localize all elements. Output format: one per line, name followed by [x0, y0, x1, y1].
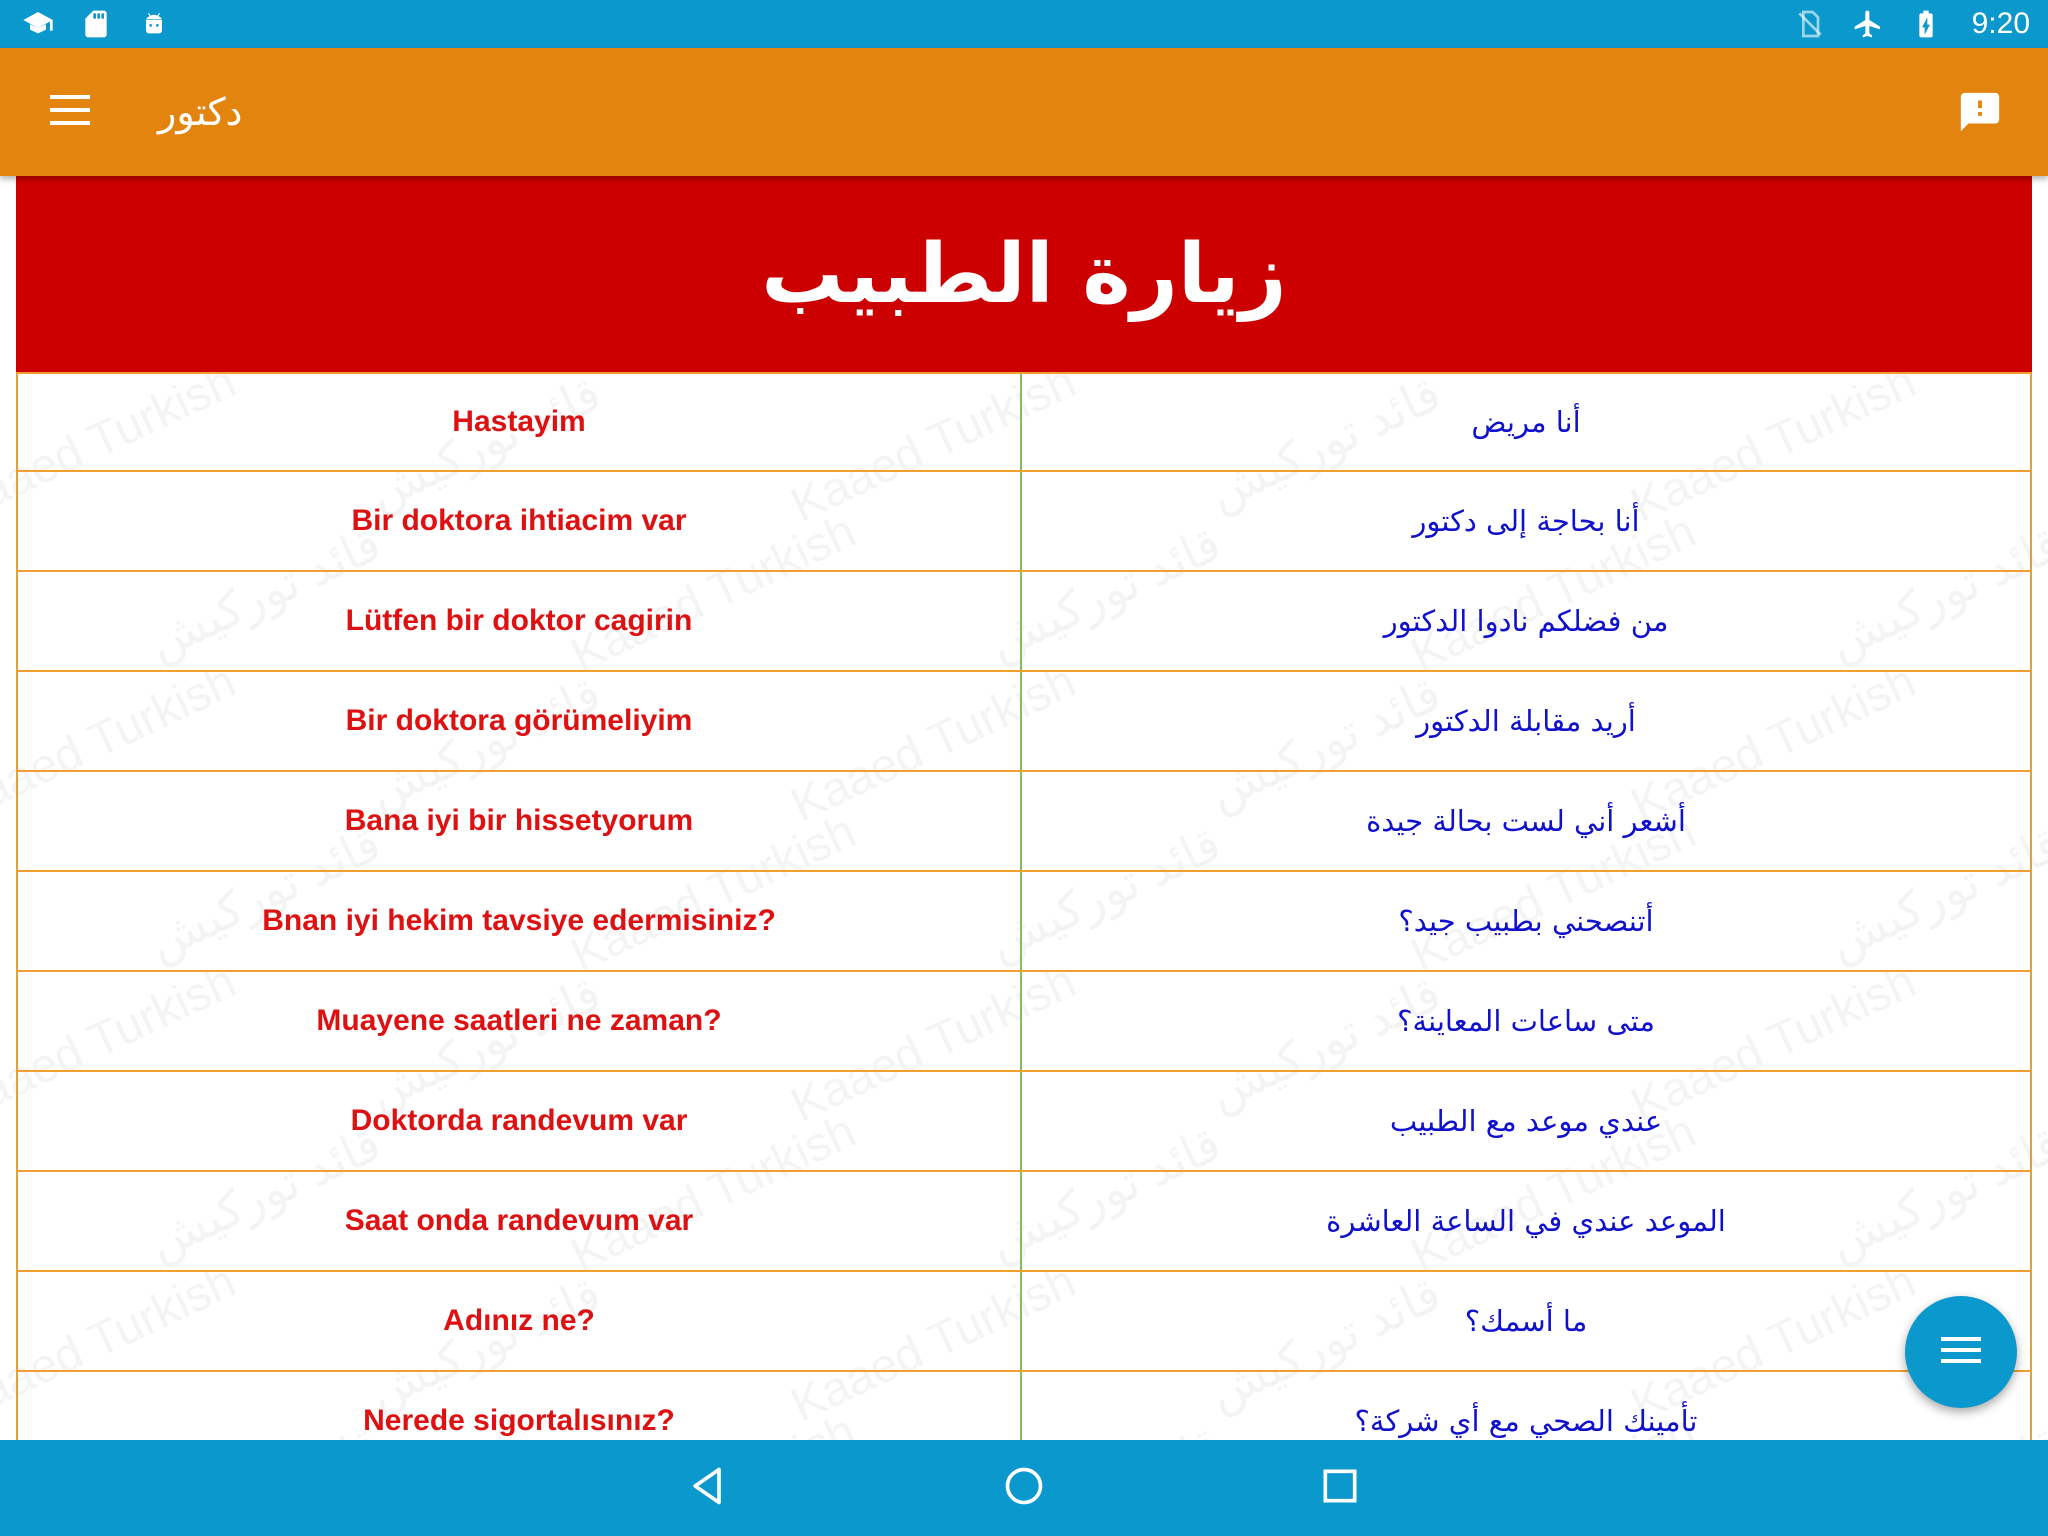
status-right-icons	[1794, 7, 2030, 41]
turkish-phrase: Bir doktora görümeliyim	[16, 672, 1022, 770]
arabic-phrase: عندي موعد مع الطبيب	[1022, 1072, 2032, 1170]
back-button[interactable]	[676, 1456, 740, 1520]
phrase-row[interactable]	[16, 872, 2032, 972]
status-bar	[0, 0, 2048, 48]
feedback-icon	[1957, 89, 2003, 139]
recents-button[interactable]	[1308, 1456, 1372, 1520]
feedback-button[interactable]	[1952, 86, 2008, 142]
graduation-cap-icon	[22, 8, 54, 40]
turkish-phrase: Bana iyi bir hissetyorum	[16, 772, 1022, 870]
hamburger-menu-icon	[50, 93, 94, 131]
phrase-row[interactable]	[16, 772, 2032, 872]
back-icon	[686, 1464, 730, 1512]
arabic-phrase: الموعد عندي في الساعة العاشرة	[1022, 1172, 2032, 1270]
topic-banner	[16, 176, 2032, 372]
arabic-phrase: أشعر أني لست بحالة جيدة	[1022, 772, 2032, 870]
sd-card-icon	[80, 8, 112, 40]
phrase-table	[16, 372, 2032, 1440]
turkish-phrase: Muayene saatleri ne zaman?	[16, 972, 1022, 1070]
arabic-phrase: تأمينك الصحي مع أي شركة؟	[1022, 1372, 2032, 1440]
airplane-mode-icon	[1852, 8, 1884, 40]
arabic-phrase: متى ساعات المعاينة؟	[1022, 972, 2032, 1070]
android-icon	[138, 8, 170, 40]
phrase-row[interactable]	[16, 1072, 2032, 1172]
phrase-row[interactable]	[16, 1172, 2032, 1272]
navigation-menu-button[interactable]	[40, 88, 104, 136]
arabic-phrase: من فضلكم نادوا الدكتور	[1022, 572, 2032, 670]
battery-charging-icon	[1910, 8, 1942, 40]
turkish-phrase: Lütfen bir doktor cagirin	[16, 572, 1022, 670]
topic-title: زيارة الطبيب	[761, 226, 1287, 322]
arabic-phrase: ما أسمك؟	[1022, 1272, 2032, 1370]
phrase-row[interactable]	[16, 472, 2032, 572]
phrase-row[interactable]	[16, 1272, 2032, 1372]
arabic-phrase: أنا مريض	[1022, 374, 2032, 470]
arabic-phrase: أنا بحاجة إلى دكتور	[1022, 472, 2032, 570]
arabic-phrase: أريد مقابلة الدكتور	[1022, 672, 2032, 770]
turkish-phrase: Bnan iyi hekim tavsiye edermisiniz?	[16, 872, 1022, 970]
turkish-phrase: Saat onda randevum var	[16, 1172, 1022, 1270]
status-time: 9:20	[1971, 7, 2030, 40]
phrase-row[interactable]	[16, 1372, 2032, 1440]
turkish-phrase: Doktorda randevum var	[16, 1072, 1022, 1170]
app-bar	[0, 48, 2048, 176]
arabic-phrase: أتنصحني بطبيب جيد؟	[1022, 872, 2032, 970]
turkish-phrase: Hastayim	[16, 374, 1022, 470]
turkish-phrase: Adınız ne?	[16, 1272, 1022, 1370]
turkish-phrase: Bir doktora ihtiacim var	[16, 472, 1022, 570]
system-navigation-bar	[0, 1440, 2048, 1536]
turkish-phrase: Nerede sigortalısınız?	[16, 1372, 1022, 1440]
app-title: دكتور	[158, 90, 243, 134]
phrase-row[interactable]	[16, 672, 2032, 772]
status-left-icons	[22, 8, 170, 40]
recents-icon	[1318, 1464, 1362, 1512]
phrase-list-content[interactable]	[0, 176, 2048, 1440]
phrase-row[interactable]	[16, 972, 2032, 1072]
home-icon	[1002, 1464, 1046, 1512]
no-sim-icon	[1794, 8, 1826, 40]
phrase-row[interactable]	[16, 572, 2032, 672]
phrase-row[interactable]	[16, 372, 2032, 472]
floating-menu-button[interactable]	[1905, 1296, 2017, 1408]
menu-lines-icon	[1939, 1333, 1983, 1371]
home-button[interactable]	[992, 1456, 1056, 1520]
